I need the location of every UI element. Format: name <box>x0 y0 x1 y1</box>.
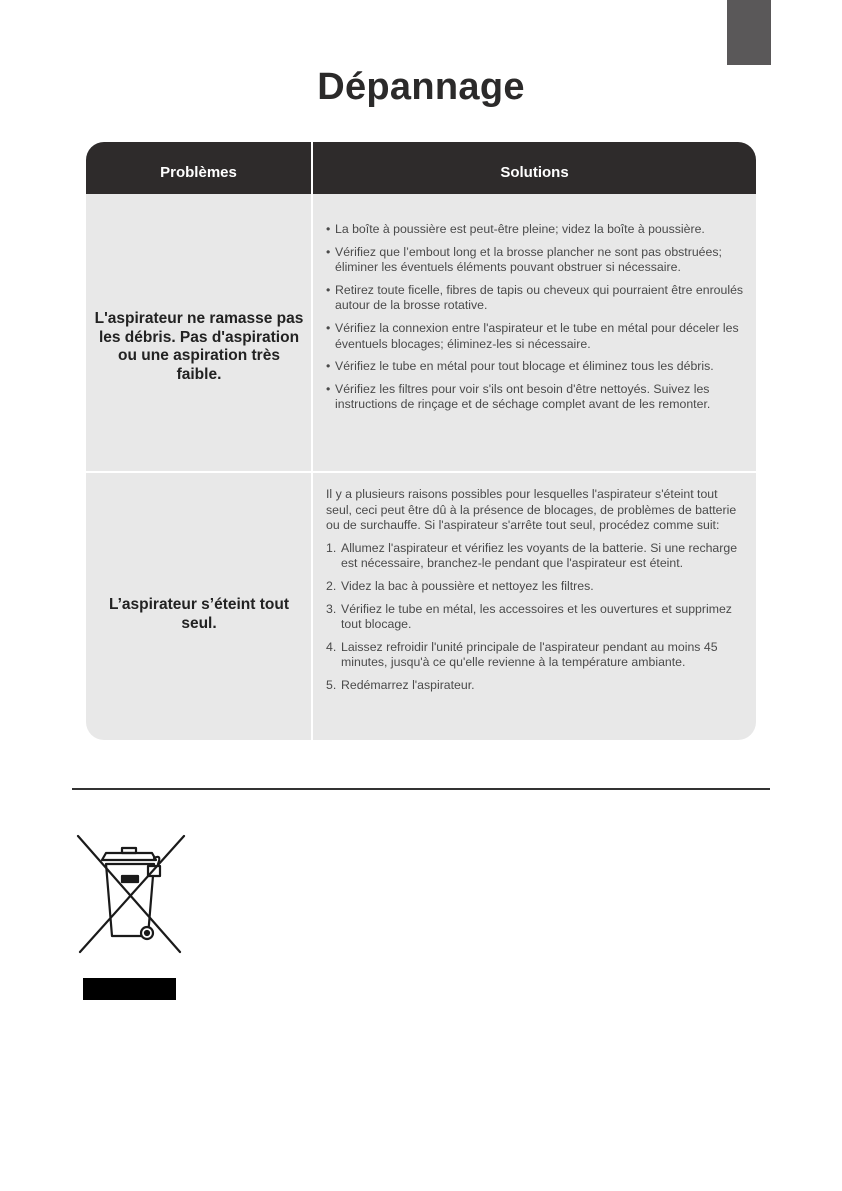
list-item: • Vérifiez la connexion entre l'aspirateur et le tube en métal pour déceler les éventuels blocages; éliminez-les si nécessaire. <box>326 320 739 351</box>
column-divider <box>311 142 313 740</box>
step-number: 2. <box>326 578 337 593</box>
bullet-icon: • <box>326 320 331 335</box>
list-item: • Retirez toute ficelle, fibres de tapis ou cheveux qui pourraient être enroulés autour de la brosse rotative. <box>326 282 744 313</box>
list-item: • Vérifiez le tube en métal pour tout blocage et éliminez tous les débris. <box>326 359 714 374</box>
bullet-icon: • <box>326 381 331 396</box>
section-divider <box>72 788 770 790</box>
bullet-icon: • <box>326 244 331 259</box>
header-solutions: Solutions <box>500 164 569 181</box>
crossed-out-wheelie-bin-icon <box>76 834 186 958</box>
list-item: 3. Vérifiez le tube en métal, les accessoires et les ouvertures et supprimez tout blocage. <box>326 601 732 632</box>
bullet-icon: • <box>326 359 331 374</box>
list-item: 1. Allumez l'aspirateur et vérifiez les voyants de la batterie. Si une recharge est nécessaire, branchez-le pendant que l'aspirateur est éteint. <box>326 540 738 571</box>
row-divider <box>86 471 756 473</box>
bullet-icon: • <box>326 282 331 297</box>
step-number: 5. <box>326 677 337 692</box>
page-tab-marker <box>727 0 771 65</box>
bullet-icon: • <box>326 222 331 236</box>
troubleshooting-table <box>86 142 756 740</box>
list-item: 2. Videz la bac à poussière et nettoyez les filtres. <box>326 578 594 593</box>
list-item: • Vérifiez que l’embout long et la brosse plancher ne sont pas obstruées; éliminer les éventuels éléments pouvant obstruer si nécessaire. <box>326 244 722 275</box>
step-number: 3. <box>326 601 337 616</box>
table-header <box>86 142 756 194</box>
solutions-shuts-off <box>326 487 746 701</box>
problem-no-suction: L'aspirateur ne ramasse pas les débris. Pas d'aspiration ou une aspiration très faible. <box>94 310 304 383</box>
list-item: 4. Laissez refroidir l'unité principale de l'aspirateur pendant au moins 45 minutes, jusqu'à ce qu'elle revienne à la température ambiante. <box>326 639 718 670</box>
list-item: • La boîte à poussière est peut-être pleine; videz la boîte à poussière. <box>326 222 705 236</box>
solution-intro: Il y a plusieurs raisons possibles pour lesquelles l'aspirateur s'éteint tout seul, ceci peut être dû à la présence de blocages, de problèmes de batterie ou de surchauffe. Si l'aspirateur s'arrête tout seul, procédez comme suit: <box>326 487 737 533</box>
list-item: 5. Redémarrez l'aspirateur. <box>326 677 475 692</box>
disposal-symbol-bar <box>83 978 176 1000</box>
page-title: Dépannage <box>317 66 525 108</box>
step-number: 4. <box>326 639 337 654</box>
solutions-no-suction <box>326 222 746 420</box>
list-item: • Vérifiez les filtres pour voir s'ils ont besoin d'être nettoyés. Suivez les instructions de rinçage et de séchage complet avant de les remonter. <box>326 381 711 412</box>
step-number: 1. <box>326 540 337 555</box>
problem-shuts-off: L’aspirateur s’éteint tout seul. <box>108 596 289 632</box>
header-problems: Problèmes <box>160 164 237 181</box>
